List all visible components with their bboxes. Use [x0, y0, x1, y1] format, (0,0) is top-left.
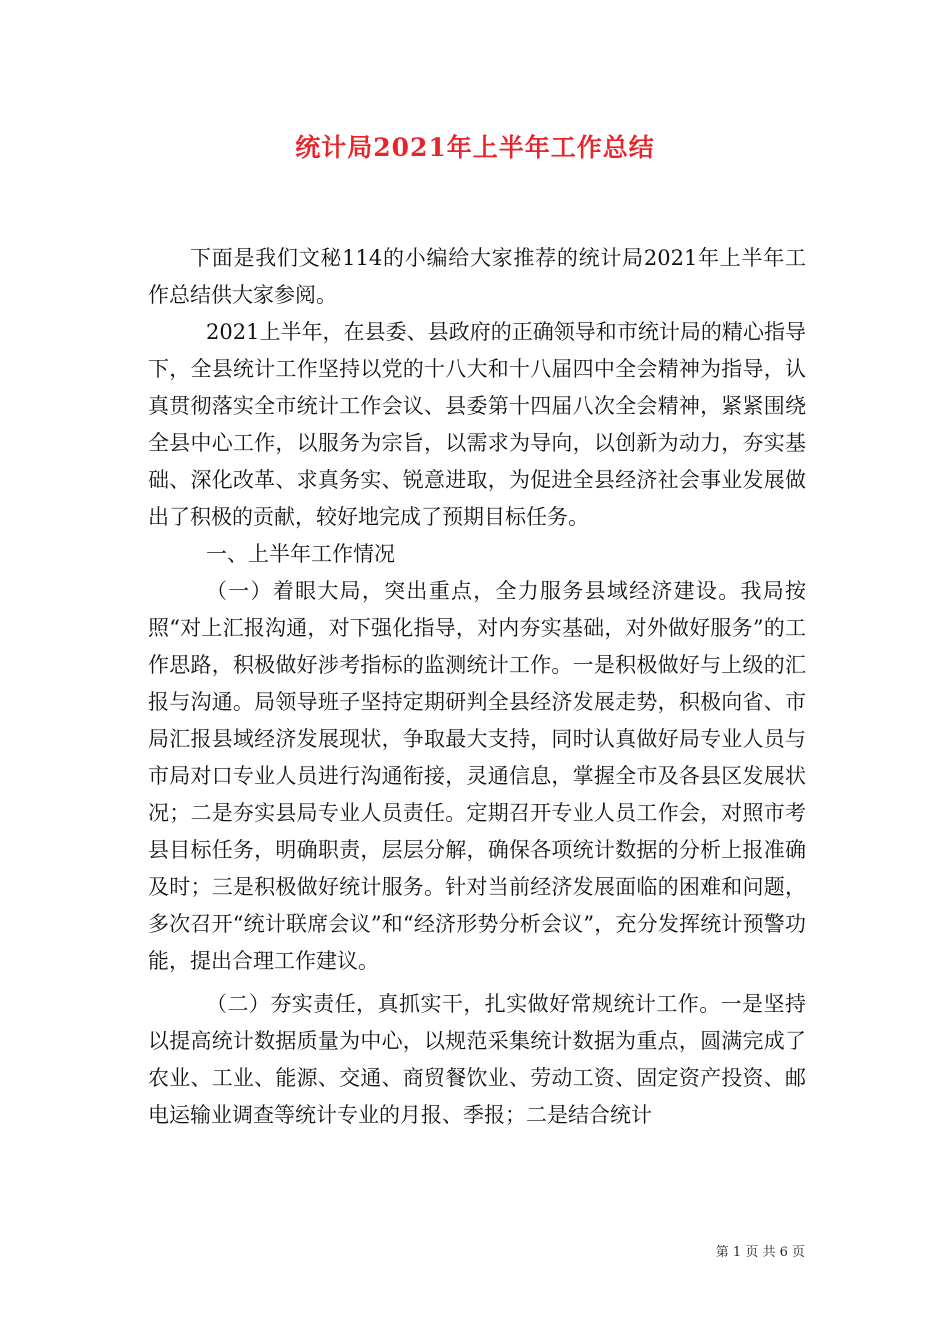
subsection-2-paragraph: （二）夯实责任，真抓实干，扎实做好常规统计工作。一是坚持以提高统计数据质量为中心，以规范采集统计数据为重点，圆满完成了农业、工业、能源、交通、商贸餐饮业、劳动工资、固定资产投资、邮电运输业调查等统计专业的月报、季报；二是结合统计 — [148, 992, 806, 1127]
section-heading: 一、上半年工作情况 — [206, 542, 395, 566]
summary-paragraph: 2021上半年，在县委、县政府的正确领导和市统计局的精心指导下，全县统计工作坚持以党的十八大和十八届四中全会精神为指导，认真贯彻落实全市统计工作会议、县委第十四届八次全会精神，紧紧围绕全县中心工作，以服务为宗旨，以需求为导向，以创新为动力，夯实基础、深化改革、求真务实、锐意进取，为促进全县经济社会事业发展做出了积极的贡献，较好地完成了预期目标任务。 — [148, 320, 806, 529]
subsection-1-paragraph: （一）着眼大局，突出重点，全力服务县域经济建设。我局按照“对上汇报沟通，对下强化指导，对内夯实基础，对外做好服务”的工作思路，积极做好涉考指标的监测统计工作。一是积极做好与上级的汇报与沟通。局领导班子坚持定期研判全县经济发展走势，积极向省、市局汇报县域经济发展现状，争取最大支持，同时认真做好局专业人员与市局对口专业人员进行沟通衔接，灵通信息，掌握全市及各县区发展状况；二是夯实县局专业人员责任。定期召开专业人员工作会，对照市考县目标任务，明确职责，层层分解，确保各项统计数据的分析上报准确及时；三是积极做好统计服务。针对当前经济发展面临的困难和问题，多次召开“统计联席会议”和“经济形势分析会议”，充分发挥统计预警功能，提出合理工作建议。 — [148, 579, 806, 973]
document-body — [148, 240, 806, 1134]
page-number: 第 1 页 共 6 页 — [715, 1245, 805, 1260]
document-title: 统计局2021年上半年工作总结 — [295, 133, 655, 162]
intro-paragraph: 下面是我们文秘114的小编给大家推荐的统计局2021年上半年工作总结供大家参阅。 — [148, 246, 806, 307]
